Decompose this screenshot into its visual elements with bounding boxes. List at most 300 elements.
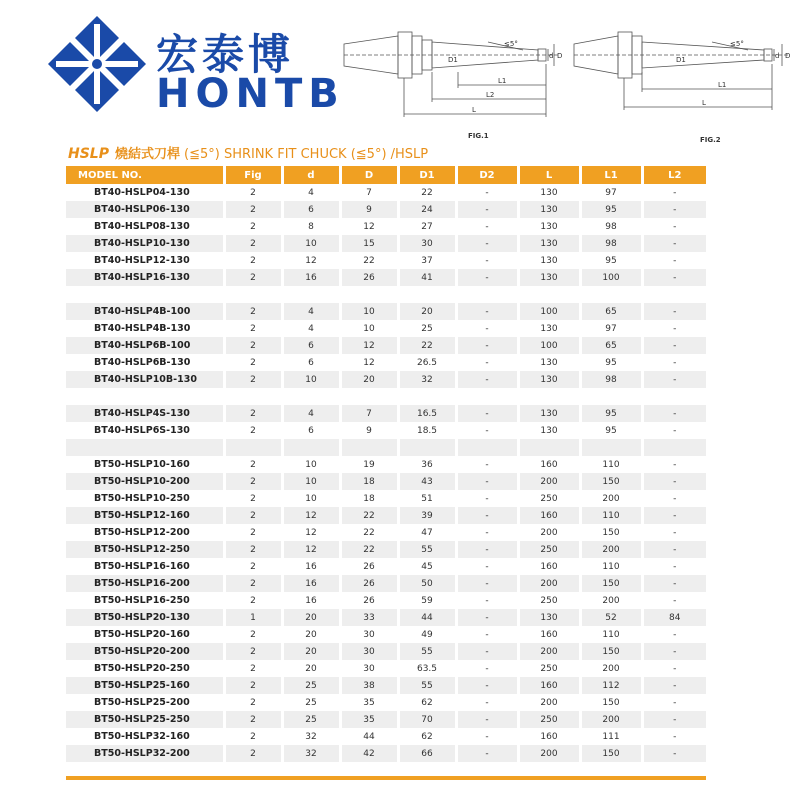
fig2-angle-label: ≤5° — [730, 40, 744, 48]
model-number-cell: BT40-HSLP6S-130 — [94, 425, 190, 436]
table-cell: - — [456, 235, 518, 252]
table-cell: 32 — [282, 728, 340, 745]
figure-2-caption: FIG.2 — [700, 136, 721, 144]
table-cell: 19 — [340, 456, 398, 473]
table-cell: 70 — [398, 711, 456, 728]
table-cell — [224, 286, 282, 303]
table-row — [66, 286, 706, 303]
column-header: d — [282, 166, 340, 184]
table-cell: 6 — [282, 422, 340, 439]
column-header: L2 — [642, 166, 706, 184]
table-cell: 30 — [340, 660, 398, 677]
table-cell: 130 — [518, 269, 580, 286]
table-cell: - — [456, 609, 518, 626]
table-cell: - — [456, 660, 518, 677]
table-cell: 130 — [518, 320, 580, 337]
column-header: MODEL NO. — [66, 166, 224, 184]
table-cell: 2 — [224, 558, 282, 575]
table-cell: 20 — [282, 626, 340, 643]
table-cell: 200 — [518, 575, 580, 592]
table-cell: - — [642, 643, 706, 660]
section-title — [68, 143, 428, 161]
table-cell: 59 — [398, 592, 456, 609]
table-cell: 55 — [398, 643, 456, 660]
table-cell: 20 — [340, 371, 398, 388]
model-number-cell: BT50-HSLP20-250 — [94, 663, 190, 674]
table-row — [66, 371, 706, 388]
table-cell: 62 — [398, 694, 456, 711]
brand-name-en: HONTB — [156, 71, 345, 117]
table-cell — [642, 439, 706, 456]
model-number-cell: BT50-HSLP16-200 — [66, 575, 224, 592]
table-cell: 110 — [580, 456, 642, 473]
table-cell — [580, 388, 642, 405]
table-cell: - — [642, 575, 706, 592]
table-cell: 150 — [580, 643, 642, 660]
table-cell: 52 — [580, 609, 642, 626]
table-cell — [340, 388, 398, 405]
table-cell: 95 — [580, 201, 642, 218]
table-cell — [642, 286, 706, 303]
table-cell: - — [642, 711, 706, 728]
table-cell: - — [642, 320, 706, 337]
table-cell: - — [456, 677, 518, 694]
table-cell: 200 — [580, 592, 642, 609]
table-cell: - — [642, 422, 706, 439]
logo-mark-icon — [46, 14, 148, 114]
column-header: D1 — [398, 166, 456, 184]
column-header: L1 — [580, 166, 642, 184]
fig1-dim-l1: L1 — [498, 77, 507, 85]
model-number-cell: BT40-HSLP10-130 — [66, 235, 224, 252]
table-cell: 10 — [282, 235, 340, 252]
table-cell: - — [642, 371, 706, 388]
table-cell — [518, 388, 580, 405]
table-cell: 63.5 — [398, 660, 456, 677]
table-row — [66, 558, 706, 575]
model-number-cell: BT40-HSLP10B-130 — [66, 371, 224, 388]
table-row — [66, 677, 706, 694]
figure-1-drawing — [338, 22, 568, 122]
table-cell: 2 — [224, 473, 282, 490]
table-cell: 130 — [518, 201, 580, 218]
table-cell: 41 — [398, 269, 456, 286]
model-number-cell: BT40-HSLP4B-130 — [94, 323, 191, 334]
model-number-cell: BT40-HSLP6B-130 — [94, 357, 191, 368]
table-cell: 130 — [518, 354, 580, 371]
spec-table — [66, 166, 706, 762]
table-cell: 2 — [224, 422, 282, 439]
table-cell: 200 — [518, 473, 580, 490]
table-cell: 10 — [282, 371, 340, 388]
table-cell: - — [642, 303, 706, 320]
table-cell: 2 — [224, 218, 282, 235]
table-cell: - — [642, 235, 706, 252]
fig1-dim-l2: L2 — [486, 91, 495, 99]
table-cell: 8 — [282, 218, 340, 235]
table-cell: 130 — [518, 252, 580, 269]
model-number-cell: BT40-HSLP16-130 — [66, 269, 224, 286]
table-cell: 2 — [224, 592, 282, 609]
table-cell: - — [456, 592, 518, 609]
table-cell: 55 — [398, 541, 456, 558]
table-cell: - — [456, 745, 518, 762]
table-row — [66, 626, 706, 643]
table-cell: 62 — [398, 728, 456, 745]
table-cell: 160 — [518, 626, 580, 643]
table-cell: 39 — [398, 507, 456, 524]
table-cell: 2 — [224, 711, 282, 728]
table-cell: 250 — [518, 490, 580, 507]
table-row — [66, 235, 706, 252]
table-cell: 2 — [224, 677, 282, 694]
table-row — [66, 507, 706, 524]
table-cell: 160 — [518, 456, 580, 473]
table-cell: 55 — [398, 677, 456, 694]
table-cell: 110 — [580, 507, 642, 524]
model-number-cell: BT50-HSLP12-160 — [66, 507, 224, 524]
table-cell: 2 — [224, 235, 282, 252]
table-cell: 25 — [398, 320, 456, 337]
table-cell: 20 — [282, 609, 340, 626]
table-cell: 43 — [398, 473, 456, 490]
table-cell: 18 — [340, 473, 398, 490]
brand-logo — [46, 14, 345, 117]
table-cell: 200 — [518, 524, 580, 541]
table-cell: 42 — [340, 745, 398, 762]
table-cell: 2 — [224, 660, 282, 677]
fig2-dim-big-d: D — [785, 52, 791, 60]
table-row — [66, 541, 706, 558]
table-cell: - — [456, 184, 518, 201]
table-cell: - — [456, 507, 518, 524]
table-cell: 50 — [398, 575, 456, 592]
model-number-cell — [66, 388, 224, 405]
table-cell: 10 — [340, 320, 398, 337]
table-cell: 250 — [518, 660, 580, 677]
table-cell: 7 — [340, 184, 398, 201]
table-row — [66, 660, 706, 677]
model-number-cell: BT40-HSLP04-130 — [94, 187, 190, 198]
table-cell: - — [456, 456, 518, 473]
table-cell: 65 — [580, 303, 642, 320]
table-cell: 10 — [282, 456, 340, 473]
table-cell: 2 — [224, 490, 282, 507]
table-cell: 2 — [224, 643, 282, 660]
figure-1-caption: FIG.1 — [468, 132, 489, 140]
table-row — [66, 354, 706, 371]
table-cell — [224, 439, 282, 456]
table-cell — [398, 388, 456, 405]
model-number-cell: BT50-HSLP25-250 — [66, 711, 224, 728]
table-cell: 26.5 — [398, 354, 456, 371]
table-row — [66, 320, 706, 337]
table-cell: 160 — [518, 677, 580, 694]
table-cell: 150 — [580, 694, 642, 711]
model-number-cell: BT40-HSLP6B-100 — [66, 337, 224, 354]
table-cell: 32 — [398, 371, 456, 388]
table-cell: 33 — [340, 609, 398, 626]
table-cell: 4 — [282, 184, 340, 201]
table-cell: 2 — [224, 320, 282, 337]
table-cell: - — [456, 201, 518, 218]
table-cell: 200 — [580, 711, 642, 728]
table-cell: 130 — [518, 422, 580, 439]
table-cell: 160 — [518, 728, 580, 745]
table-row — [66, 405, 706, 422]
table-cell: 22 — [340, 252, 398, 269]
table-cell: 100 — [518, 303, 580, 320]
fig1-dim-l: L — [472, 106, 476, 114]
table-cell: - — [642, 490, 706, 507]
table-cell: 7 — [340, 405, 398, 422]
table-cell: 9 — [340, 201, 398, 218]
table-cell: 9 — [340, 422, 398, 439]
table-row — [66, 269, 706, 286]
table-row — [66, 439, 706, 456]
table-cell: 2 — [224, 626, 282, 643]
model-number-cell: BT50-HSLP32-160 — [94, 731, 190, 742]
model-number-cell: BT40-HSLP4S-130 — [66, 405, 224, 422]
table-cell: 22 — [340, 524, 398, 541]
table-cell: 150 — [580, 473, 642, 490]
column-header: D2 — [456, 166, 518, 184]
table-cell: 22 — [340, 507, 398, 524]
table-cell — [340, 439, 398, 456]
table-cell: 2 — [224, 371, 282, 388]
fig1-dim-d: d — [549, 52, 554, 60]
table-cell: 2 — [224, 728, 282, 745]
table-cell: 15 — [340, 235, 398, 252]
table-cell — [282, 286, 340, 303]
table-cell: - — [456, 473, 518, 490]
table-cell: 12 — [282, 507, 340, 524]
table-cell: 130 — [518, 371, 580, 388]
table-cell: 130 — [518, 609, 580, 626]
table-cell: - — [456, 218, 518, 235]
table-row — [66, 303, 706, 320]
fig2-dim-d1: D1 — [676, 56, 686, 64]
table-cell: - — [456, 371, 518, 388]
table-cell: - — [456, 694, 518, 711]
table-cell: - — [456, 541, 518, 558]
table-cell: 6 — [282, 201, 340, 218]
table-cell — [518, 439, 580, 456]
table-cell: - — [642, 184, 706, 201]
table-cell: 200 — [518, 694, 580, 711]
table-cell: - — [642, 694, 706, 711]
table-cell: 97 — [580, 184, 642, 201]
table-cell — [282, 439, 340, 456]
table-cell: 16 — [282, 592, 340, 609]
table-cell: 37 — [398, 252, 456, 269]
table-cell: 12 — [282, 524, 340, 541]
table-cell: 150 — [580, 524, 642, 541]
table-row — [66, 490, 706, 507]
table-cell: 2 — [224, 575, 282, 592]
column-header: L — [518, 166, 580, 184]
table-cell: 30 — [340, 643, 398, 660]
table-cell: 98 — [580, 235, 642, 252]
table-cell: 98 — [580, 371, 642, 388]
table-cell — [282, 388, 340, 405]
table-cell: - — [456, 558, 518, 575]
table-cell: - — [642, 626, 706, 643]
table-cell: 24 — [398, 201, 456, 218]
model-number-cell: BT50-HSLP10-250 — [94, 493, 190, 504]
table-cell: 130 — [518, 218, 580, 235]
table-cell — [580, 439, 642, 456]
table-cell — [456, 286, 518, 303]
table-cell: 36 — [398, 456, 456, 473]
table-cell — [398, 439, 456, 456]
table-cell: 32 — [282, 745, 340, 762]
table-cell: - — [642, 405, 706, 422]
table-cell: 6 — [282, 354, 340, 371]
table-cell: 2 — [224, 337, 282, 354]
table-cell: 97 — [580, 320, 642, 337]
table-cell: 98 — [580, 218, 642, 235]
table-cell: 25 — [282, 677, 340, 694]
brand-name-cn: 宏泰博 — [156, 30, 295, 79]
table-cell: 1 — [224, 609, 282, 626]
table-cell: 12 — [340, 218, 398, 235]
table-cell: 45 — [398, 558, 456, 575]
fig2-dim-d: d — [775, 52, 780, 60]
table-cell: 2 — [224, 269, 282, 286]
model-number-cell: BT50-HSLP12-250 — [66, 541, 224, 558]
model-number-cell — [66, 286, 224, 303]
table-cell: 95 — [580, 354, 642, 371]
table-cell: 200 — [518, 643, 580, 660]
table-row — [66, 575, 706, 592]
model-number-cell: BT50-HSLP25-160 — [66, 677, 224, 694]
table-cell: 130 — [518, 235, 580, 252]
table-cell: 30 — [340, 626, 398, 643]
table-cell: 12 — [282, 252, 340, 269]
table-cell: - — [642, 269, 706, 286]
table-cell: - — [642, 677, 706, 694]
table-cell: 49 — [398, 626, 456, 643]
table-cell: 160 — [518, 558, 580, 575]
model-number-cell: BT50-HSLP25-200 — [94, 697, 190, 708]
table-cell: 35 — [340, 694, 398, 711]
model-number-cell: BT50-HSLP12-200 — [94, 527, 190, 538]
table-cell: - — [456, 643, 518, 660]
table-cell: - — [642, 524, 706, 541]
table-cell: - — [642, 252, 706, 269]
table-row — [66, 711, 706, 728]
table-cell: 38 — [340, 677, 398, 694]
table-cell: 2 — [224, 507, 282, 524]
fig1-angle-label: ≤5° — [504, 40, 518, 48]
table-cell: - — [642, 507, 706, 524]
table-cell: 4 — [282, 303, 340, 320]
table-cell — [340, 286, 398, 303]
table-cell: 2 — [224, 354, 282, 371]
table-cell: 25 — [282, 711, 340, 728]
table-cell: 35 — [340, 711, 398, 728]
table-cell — [456, 388, 518, 405]
table-cell: 4 — [282, 320, 340, 337]
table-cell: - — [642, 592, 706, 609]
table-cell: 200 — [518, 745, 580, 762]
table-cell — [580, 286, 642, 303]
table-cell: 10 — [282, 473, 340, 490]
table-cell: - — [456, 269, 518, 286]
table-cell: - — [456, 422, 518, 439]
model-number-cell: BT50-HSLP20-160 — [94, 629, 190, 640]
table-cell: 100 — [518, 337, 580, 354]
model-number-cell: BT50-HSLP20-130 — [66, 609, 224, 626]
table-cell: 2 — [224, 541, 282, 558]
table-cell: 160 — [518, 507, 580, 524]
table-cell: - — [642, 473, 706, 490]
table-cell: 12 — [340, 354, 398, 371]
table-cell: 26 — [340, 592, 398, 609]
table-cell: - — [642, 218, 706, 235]
table-cell: - — [642, 745, 706, 762]
table-cell: 16 — [282, 269, 340, 286]
table-cell: - — [456, 303, 518, 320]
table-cell: 20 — [282, 660, 340, 677]
table-cell: - — [456, 354, 518, 371]
fig2-dim-l: L — [702, 99, 706, 107]
table-cell: 2 — [224, 694, 282, 711]
table-cell: - — [642, 354, 706, 371]
table-cell: 150 — [580, 575, 642, 592]
table-cell: - — [456, 490, 518, 507]
table-row — [66, 218, 706, 235]
table-row — [66, 728, 706, 745]
table-cell: 200 — [580, 541, 642, 558]
table-cell: 44 — [340, 728, 398, 745]
table-header-row — [66, 166, 706, 184]
table-cell: 22 — [398, 337, 456, 354]
table-row — [66, 201, 706, 218]
column-header: D — [340, 166, 398, 184]
table-cell — [642, 388, 706, 405]
table-cell: 130 — [518, 184, 580, 201]
table-cell: 2 — [224, 201, 282, 218]
table-cell: - — [456, 337, 518, 354]
fig1-dim-big-d: D — [557, 52, 563, 60]
table-cell: 44 — [398, 609, 456, 626]
table-row — [66, 473, 706, 490]
table-cell: 111 — [580, 728, 642, 745]
table-cell — [398, 286, 456, 303]
model-number-cell: BT40-HSLP12-130 — [94, 255, 190, 266]
table-row — [66, 592, 706, 609]
table-cell: - — [642, 558, 706, 575]
table-cell: 95 — [580, 252, 642, 269]
table-cell: 130 — [518, 405, 580, 422]
table-cell: 250 — [518, 541, 580, 558]
model-number-cell: BT40-HSLP08-130 — [94, 221, 190, 232]
bottom-accent-bar — [66, 776, 706, 780]
table-cell: - — [642, 541, 706, 558]
table-cell: - — [642, 337, 706, 354]
table-cell: 150 — [580, 745, 642, 762]
fig2-dim-l1: L1 — [718, 81, 727, 89]
table-row — [66, 694, 706, 711]
table-cell: 2 — [224, 405, 282, 422]
model-number-cell: BT50-HSLP10-160 — [94, 459, 190, 470]
model-number-cell: BT50-HSLP16-160 — [94, 561, 190, 572]
table-cell: 20 — [282, 643, 340, 660]
table-row — [66, 388, 706, 405]
table-cell: 18.5 — [398, 422, 456, 439]
